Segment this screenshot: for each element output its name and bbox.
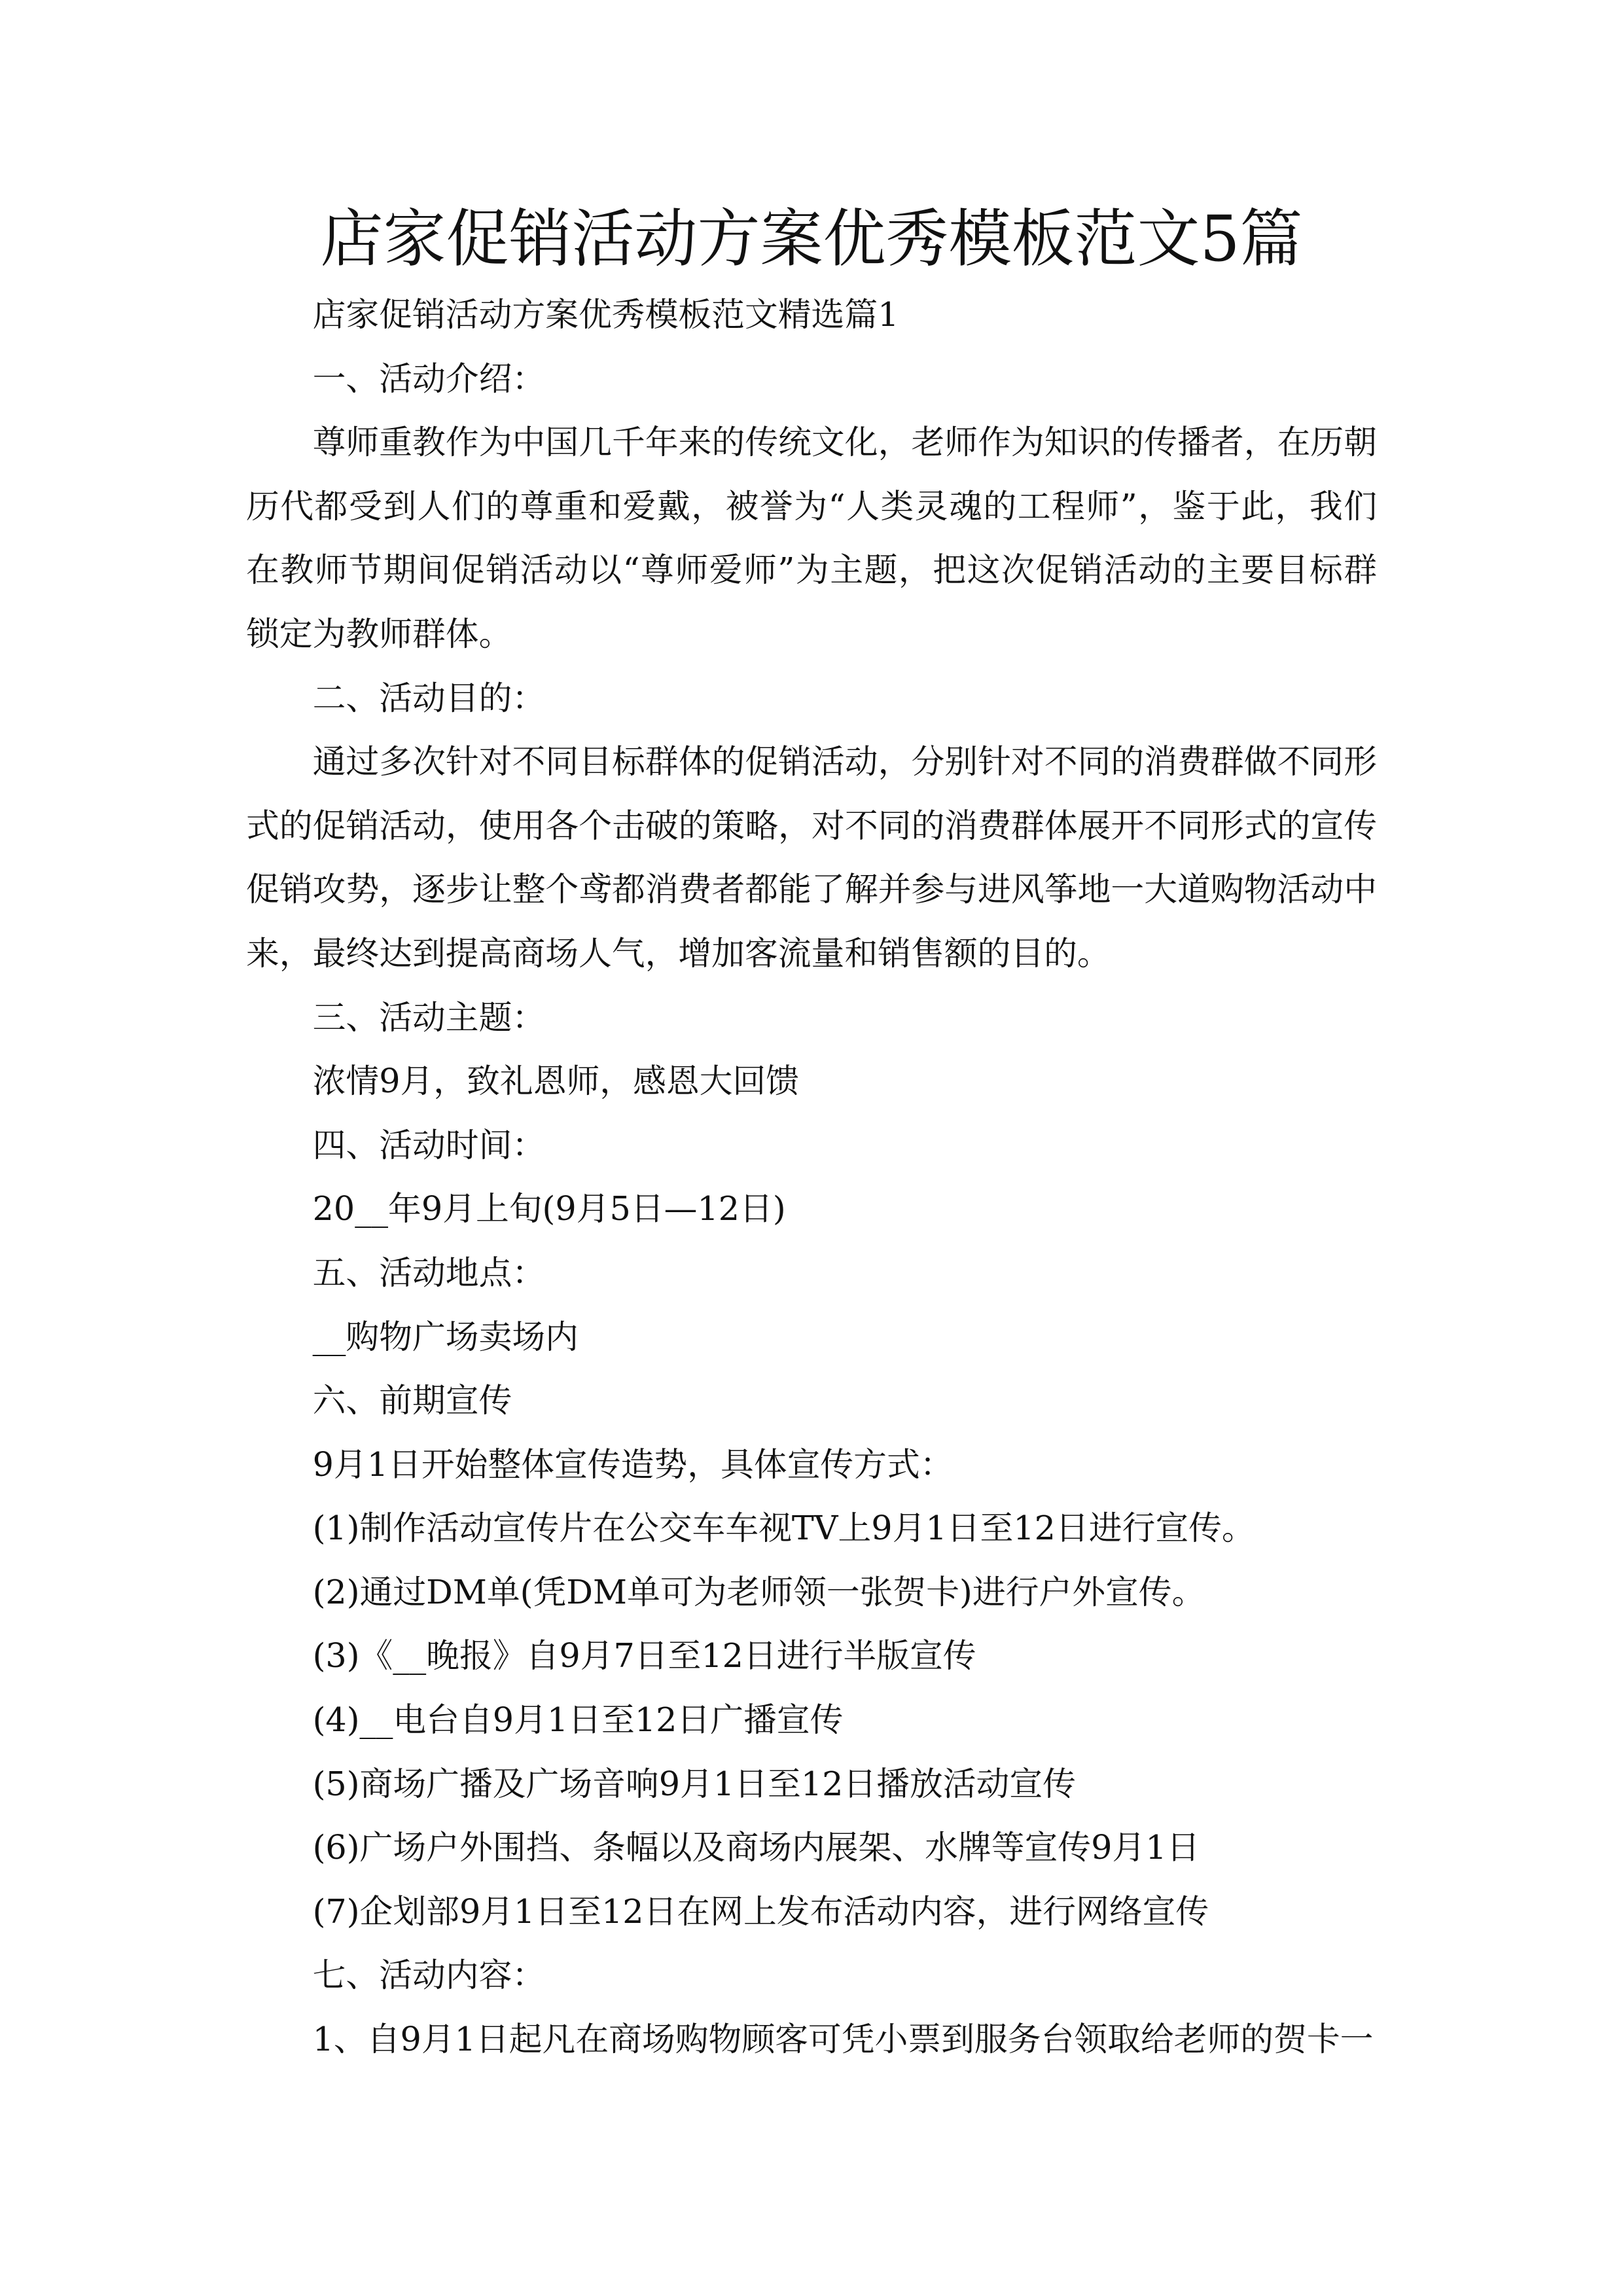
section-heading: 七、活动内容： bbox=[312, 1956, 546, 1995]
paragraph: 店家促销活动方案优秀模板范文精选篇1 bbox=[312, 295, 899, 334]
list-item: 1、自9月1日起凡在商场购物顾客可凭小票到服务台领取给老师的贺卡一 bbox=[312, 2020, 1374, 2059]
paragraph: 尊师重教作为中国几千年来的传统文化，老师作为知识的传播者，在历朝历代都受到人们的尊重和爱戴，被誉为“人类灵魂的工程师”，鉴于此，我们在教师节期间促销活动以“尊师爱师”为主题，把这次促销活动的主要目标群锁定为教师群体。 bbox=[246, 423, 1377, 653]
list-item: (4)__电台自9月1日至12日广播宣传 bbox=[312, 1700, 844, 1740]
list-item: (2)通过DM单(凭DM单可为老师领一张贺卡)进行户外宣传。 bbox=[312, 1572, 1205, 1611]
paragraph: 通过多次针对不同目标群体的促销活动，分别针对不同的消费群做不同形式的促销活动，使用各个击破的策略，对不同的消费群体展开不同形式的宣传促销攻势，逐步让整个鸢都消费者都能了解并参与进风筝地一大道购物活动中来，最终达到提高商场人气，增加客流量和销售额的目的。 bbox=[246, 742, 1377, 973]
list-item: (1)制作活动宣传片在公交车车视TV上9月1日至12日进行宣传。 bbox=[312, 1509, 1255, 1548]
list-item: (5)商场广播及广场音响9月1日至12日播放活动宣传 bbox=[312, 1764, 1076, 1803]
document-body bbox=[246, 283, 1377, 2072]
section-heading: 二、活动目的： bbox=[312, 678, 546, 717]
list-item: (7)企划部9月1日至12日在网上发布活动内容，进行网络宣传 bbox=[312, 1892, 1209, 1931]
paragraph: 浓情9月，致礼恩师，感恩大回馈 bbox=[312, 1062, 800, 1101]
section-heading: 四、活动时间： bbox=[312, 1125, 546, 1164]
section-heading: 六、前期宣传 bbox=[312, 1381, 512, 1420]
list-item: (3)《__晚报》自9月7日至12日进行半版宣传 bbox=[312, 1636, 976, 1676]
section-heading: 三、活动主题： bbox=[312, 997, 546, 1037]
document-title: 店家促销活动方案优秀模板范文5篇 bbox=[320, 202, 1303, 276]
section-heading: 五、活动地点： bbox=[312, 1253, 546, 1292]
section-heading: 一、活动介绍： bbox=[312, 359, 546, 398]
list-item: (6)广场户外围挡、条幅以及商场内展架、水牌等宣传9月1日 bbox=[312, 1828, 1200, 1867]
paragraph: __购物广场卖场内 bbox=[312, 1317, 579, 1356]
paragraph: 9月1日开始整体宣传造势，具体宣传方式： bbox=[312, 1444, 954, 1484]
paragraph: 20__年9月上旬(9月5日—12日) bbox=[312, 1189, 786, 1229]
